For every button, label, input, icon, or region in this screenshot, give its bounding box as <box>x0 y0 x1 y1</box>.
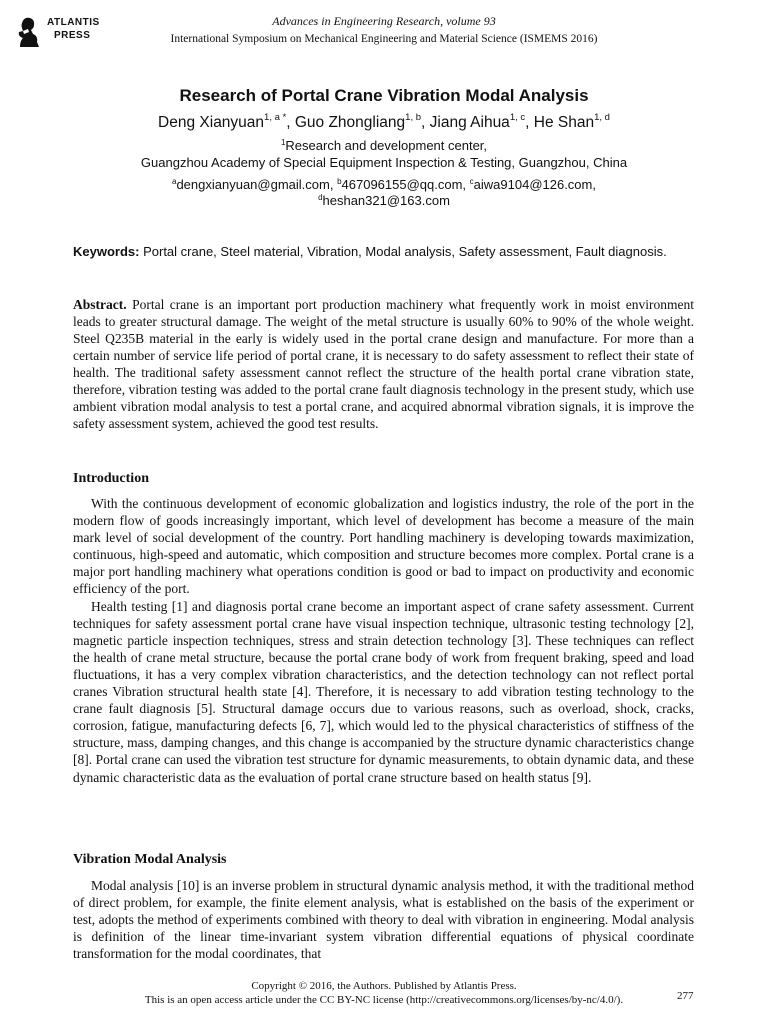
email-address: dengxianyuan@gmail.com, <box>176 177 338 192</box>
copyright-notice: Copyright © 2016, the Authors. Published by Atlantis Press. <box>251 980 517 992</box>
author-separator: , <box>421 114 430 131</box>
keywords <box>73 243 694 260</box>
conference-header: International Symposium on Mechanical Engineering and Material Science (ISMEMS 2016) <box>170 33 598 45</box>
author-superscript: 1, a * <box>264 112 287 123</box>
paragraph: With the continuous development of economic globalization and logistics industry, the role of the port in the modern flow of goods increasingly important, which level of development has become a measure of the main mark level of social development of the country. Port handling machinery is developing towards maximization, continuous, high-speed and automatic, which composition and structure becomes more complex. Portal crane is a major port handling machinery what operations condition is good or bad to impact on productivity and economic efficiency of the port. <box>73 496 694 597</box>
section-heading-vibration-modal-analysis: Vibration Modal Analysis <box>73 852 227 867</box>
affiliation-line-1: $^1$Research and development center, <box>280 138 488 153</box>
paragraph: Health testing [1] and diagnosis portal crane become an important aspect of crane safety assessment. Current techniques for safety assessment portal crane have visual inspection technique, ultrasonic testing technology [2], magnetic particle inspection techniques, stress and strain detection technology [3]. These techniques can reflect the health of crane metal structure, because the portal crane body of work from frequent braking, speed and load fluctuations, it has a very complex vibration characteristics, and the detection technology can not reflect portal cranes Vibration structural health state [4]. Therefore, it is necessary to add vibration testing technology to the crane fault diagnosis [5]. Structural damage occurs due to various reasons, such as overload, shock, cracks, corrosion, fatigue, manufacturing defects [6, 7], which would led to the physical characteristics of stiffness of the structure, mass, damping changes, and this change is accompanied by the structure dynamic characteristics change [8]. Portal crane can used the vibration test structure for dynamic measurements, to obtain dynamic data, and these dynamic characteristic data as the evaluation of portal crane structure based on health status [9]. <box>73 598 694 785</box>
journal-header: Advances in Engineering Research, volume 93 <box>272 14 496 28</box>
author-name: Deng Xianyuan <box>158 114 265 131</box>
paragraph: Modal analysis [10] is an inverse problem in structural dynamic analysis method, it with the traditional method of direct problem, for example, the finite element analysis, what is established on the basis of the experiment or test, adopts the method of experiments combined with theory to deal with vibration in engineering. Modal analysis is definition of the linear time-invariant system vibration differential equations of physical coordinate transformation for the modal coordinates, that <box>73 878 694 962</box>
vibration-modal-analysis-body <box>73 877 694 962</box>
abstract-text: Portal crane is an important port production machinery what frequently work in moist environment leads to greater structural damage. The weight of the metal structure is usually 60% to 90% of the whole weight. Steel Q235B material in the early is widely used in the portal crane design and manufacture. For more than a certain number of service life period of portal crane, it is necessary to do safety assessment to reflect their state of health. The traditional safety assessment cannot reflect the structure of the health portal crane vibration state, therefore, vibration testing was added to the portal crane fault diagnosis technology in the present study, which use ambient vibration modal analysis to test a portal crane, and acquired abnormal vibration signals, it is improve the safety assessment system, achieved the good test results. <box>73 297 694 431</box>
abstract <box>73 296 694 432</box>
abstract-label: Abstract. <box>73 297 127 312</box>
logo-text-atlantis: ATLANTIS <box>47 17 100 28</box>
email-line-2: $^d$heshan321@163.com <box>318 193 450 208</box>
author-name: Jiang Aihua <box>429 114 510 131</box>
logo-text-press: PRESS <box>54 30 91 41</box>
author-superscript: 1, c <box>509 112 526 123</box>
section-heading-introduction: Introduction <box>73 471 149 486</box>
affiliation-superscript: 1 <box>280 138 286 147</box>
keywords-label: Keywords: <box>73 244 140 259</box>
license-notice: This is an open access article under the CC BY-NC license (http://creativecommons.org/licenses/by-nc/4.0/). <box>144 994 624 1006</box>
author-list <box>0 112 768 132</box>
author-superscript: 1, b <box>405 112 422 123</box>
author-superscript: 1, d <box>594 112 610 123</box>
page-number: 277 <box>677 990 694 1002</box>
author-name: He Shan <box>533 114 595 131</box>
email-address: aiwa9104@126.com, <box>473 177 596 192</box>
keywords-text: Portal crane, Steel material, Vibration, Modal analysis, Safety assessment, Fault diagnosis. <box>143 244 667 259</box>
author-separator: , <box>525 114 534 131</box>
author-separator: , <box>286 114 295 131</box>
email-address: 467096155@qq.com, <box>341 177 470 192</box>
email-line-1: $^a$dengxianyuan@gmail.com, $^b$467096155@qq.com, $^c$aiwa9104@126.com, <box>172 177 596 192</box>
author-name: Guo Zhongliang <box>294 114 406 131</box>
introduction-body <box>73 495 694 786</box>
email-address: heshan321@163.com <box>322 193 450 208</box>
affiliation-line-2: Guangzhou Academy of Special Equipment Inspection & Testing, Guangzhou, China <box>140 155 628 170</box>
paper-title: Research of Portal Crane Vibration Modal Analysis <box>179 86 589 105</box>
